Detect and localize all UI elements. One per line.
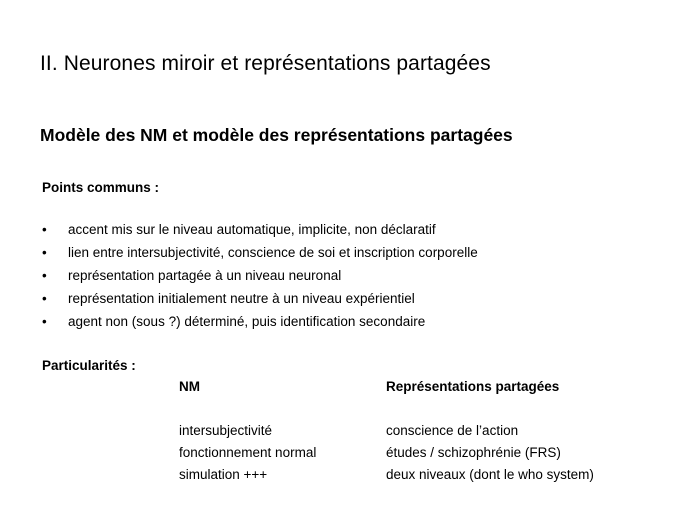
slide-title: II. Neurones miroir et représentations partagées xyxy=(40,52,491,75)
bullet-icon: • xyxy=(42,268,47,283)
table-cell: fonctionnement normal xyxy=(179,445,317,460)
table-cell: intersubjectivité xyxy=(179,423,273,438)
points-communs-label: Points communs : xyxy=(42,180,160,195)
bullet-text: accent mis sur le niveau automatique, implicite, non déclaratif xyxy=(68,222,436,237)
bullet-icon: • xyxy=(42,291,47,306)
column-header: Représentations partagées xyxy=(386,379,560,394)
bullet-icon: • xyxy=(42,314,47,329)
bullet-text: représentation partagée à un niveau neuronal xyxy=(68,268,342,283)
slide-subtitle: Modèle des NM et modèle des représentations partagées xyxy=(40,125,513,145)
column-nm xyxy=(179,379,316,489)
table-cell: conscience de l’action xyxy=(386,423,519,438)
column-header: NM xyxy=(179,379,200,394)
table-cell: deux niveaux (dont le who system) xyxy=(386,467,594,482)
bullet-icon: • xyxy=(42,245,47,260)
particularites-label: Particularités : xyxy=(42,358,136,373)
bullet-text: lien entre intersubjectivité, conscience de soi et inscription corporelle xyxy=(68,245,478,260)
column-representations-partagees xyxy=(386,379,594,489)
table-cell: études / schizophrénie (FRS) xyxy=(386,445,561,460)
bullet-text: représentation initialement neutre à un niveau expérientiel xyxy=(68,291,415,306)
bullet-icon: • xyxy=(42,222,47,237)
table-cell: simulation +++ xyxy=(179,467,268,482)
bullet-text: agent non (sous ?) déterminé, puis identification secondaire xyxy=(68,314,426,329)
